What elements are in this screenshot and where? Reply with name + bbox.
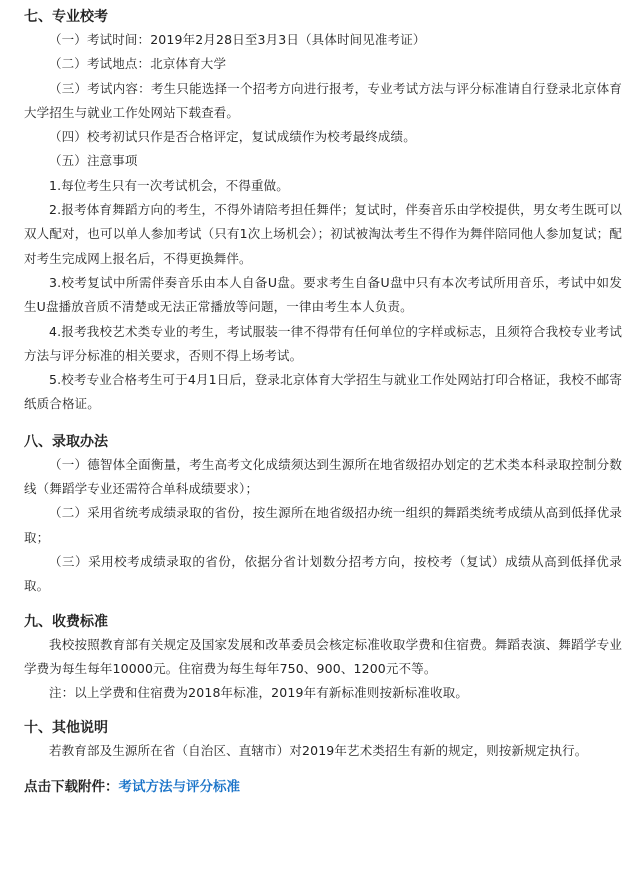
paragraph: （三）考试内容：考生只能选择一个招考方向进行报考，专业考试方法与评分标准请自行登录北京体育大学招生与就业工作处网站下载查看。	[24, 80, 622, 120]
paragraph: （三）采用校考成绩录取的省份，依据分省计划数分招考方向，按校考（复试）成绩从高到低择优录取。	[24, 553, 622, 594]
section-exam	[24, 6, 622, 417]
section-other	[24, 717, 622, 763]
paragraph: （四）校考初试只作是否合格评定，复试成绩作为校考最终成绩。	[49, 129, 416, 145]
paragraph: 2.报考体育舞蹈方向的考生，不得外请陪考担任舞伴；复试时，伴奏音乐由学校提供，男女考生既可以双人配对，也可以单人参加考试（只有1次上场机会）；初试被淘汰考生不得作为舞伴陪同他人参加复试；配对考生完成网上报名后，不得更换舞伴。	[24, 202, 622, 266]
paragraph: （一）考试时间：2019年2月28日至3月3日（具体时间见准考证）	[49, 32, 426, 47]
paragraph: 3.校考复试中所需伴奏音乐由本人自备U盘。要求考生自备U盘中只有本次考试所用音乐，考试中如发生U盘播放音质不清楚或无法正常播放等问题，一律由考生本人负责。	[24, 274, 622, 315]
download-label: 点击下载附件：	[24, 778, 119, 795]
paragraph: （一）德智体全面衡量，考生高考文化成绩须达到生源所在地省级招办划定的艺术类本科录取控制分数线（舞蹈学专业还需符合单科成绩要求）；	[24, 456, 622, 497]
paragraph: 5.校考专业合格考生可于4月1日后，登录北京体育大学招生与就业工作处网站打印合格证，我校不邮寄纸质合格证。	[24, 372, 622, 412]
paragraph: （二）考试地点：北京体育大学	[49, 56, 227, 72]
paragraph: 4.报考我校艺术类专业的考生，考试服装一律不得带有任何单位的字样或标志，且须符合我校专业考试方法与评分标准的相关要求，否则不得上场考试。	[24, 323, 622, 363]
section-admission	[24, 431, 622, 599]
download-attachment	[24, 776, 622, 798]
section-title-exam: 七、专业校考	[24, 9, 108, 25]
paragraph: 1.每位考生只有一次考试机会，不得重做。	[49, 177, 289, 193]
section-title-admission: 八、录取办法	[24, 433, 108, 450]
paragraph: 我校按照教育部有关规定及国家发展和改革委员会核定标准收取学费和住宿费。舞蹈表演、舞蹈学专业学费为每生每年10000元。住宿费为每生每年750、900、1200元不等。	[24, 636, 622, 676]
section-title-fees: 九、收费标准	[24, 613, 108, 630]
section-fees	[24, 611, 622, 706]
paragraph: 注：以上学费和住宿费为2018年标准，2019年有新标准则按新标准收取。	[49, 685, 469, 701]
download-link[interactable]: 考试方法与评分标准	[118, 778, 240, 795]
paragraph: （二）采用省统考成绩录取的省份，按生源所在地省级招办统一组织的舞蹈类统考成绩从高到低择优录取；	[24, 505, 622, 545]
section-title-other: 十、其他说明	[24, 720, 108, 737]
paragraph: （五）注意事项	[49, 153, 138, 169]
paragraph: 若教育部及生源所在省（自治区、直辖市）对2019年艺术类招生有新的规定，则按新规定执行。	[49, 743, 588, 759]
